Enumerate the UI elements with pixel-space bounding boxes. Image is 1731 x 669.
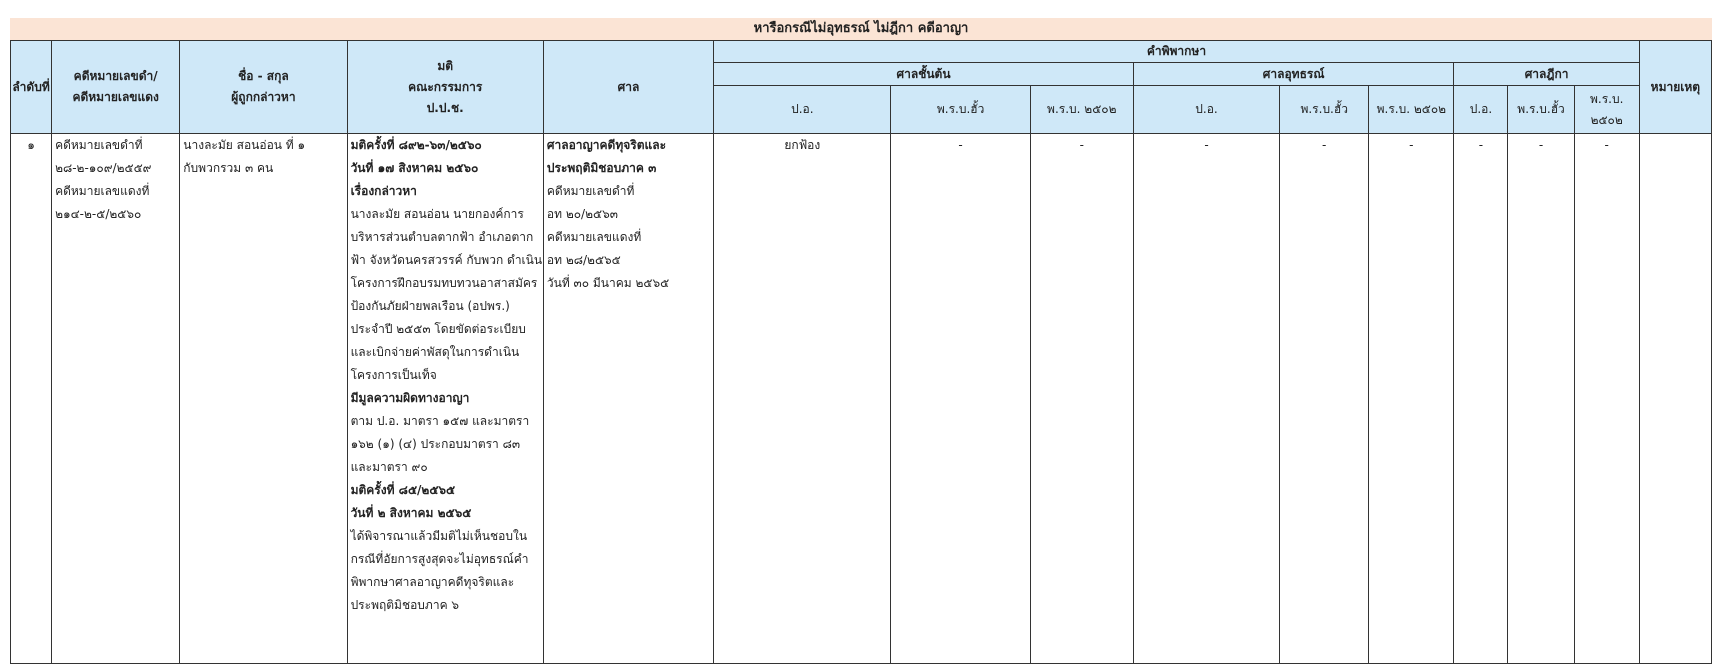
case-table — [10, 40, 1712, 664]
cell-verdict: - — [1508, 134, 1574, 664]
header-col-penal-code: ป.อ. — [714, 86, 891, 134]
cell-verdict: - — [1369, 134, 1454, 664]
cell-verdict: - — [891, 134, 1030, 664]
sheet-title: หารือกรณีไม่อุทธรณ์ ไม่ฎีกา คดีอาญา — [10, 18, 1712, 40]
text-line: วันที่ ๒ สิงหาคม ๒๕๖๕ — [350, 506, 472, 520]
header-col-penal-code: ป.อ. — [1454, 86, 1508, 134]
cell-verdict: - — [1030, 134, 1133, 664]
text-line: โครงการเป็นเท็จ — [350, 368, 437, 382]
cell-verdict: - — [1280, 134, 1369, 664]
header-col-bid-act: พ.ร.บ.ฮั้ว — [891, 86, 1030, 134]
cell-verdict: ยกฟ้อง — [714, 134, 891, 664]
header-col-act-2502: พ.ร.บ. ๒๕๐๒ — [1030, 86, 1133, 134]
header-col-act-2502: พ.ร.บ. ๒๕๐๒ — [1369, 86, 1454, 134]
text-line: อท ๒๐/๒๕๖๓ — [546, 207, 618, 221]
text-line: มติครั้งที่ ๘๕/๒๕๖๕ — [350, 483, 456, 497]
table-row — [11, 134, 1712, 664]
header-case-numbers: คดีหมายเลขดำ/ คดีหมายเลขแดง — [52, 41, 180, 134]
header-order: ลำดับที่ — [11, 41, 52, 134]
text-line: ประพฤติมิชอบภาค ๓ — [546, 161, 657, 175]
text-line: และเบิกจ่ายค่าพัสดุในการดำเนิน — [350, 345, 520, 359]
header-name: ชื่อ - สกุล ผู้ถูกกล่าวหา — [180, 41, 347, 134]
text-line: ศาลอาญาคดีทุจริตและ — [546, 138, 667, 152]
header-judgment: คำพิพากษา — [714, 41, 1640, 63]
header-col-act-2502: พ.ร.บ. ๒๕๐๒ — [1574, 86, 1639, 134]
text-line: พิพากษาศาลอาญาคดีทุจริตและ — [350, 575, 515, 589]
text-line: วันที่ ๑๗ สิงหาคม ๒๕๖๐ — [350, 161, 479, 175]
cell-case-numbers: คดีหมายเลขดำที่ ๒๘-๒-๑๐๙/๒๕๕๙ คดีหมายเลขแดงที่ ๒๑๔-๒-๕/๒๕๖๐ — [52, 134, 180, 664]
header-remark: หมายเหตุ — [1639, 41, 1711, 134]
cell-resolution — [347, 134, 543, 664]
text-line: ป้องกันภัยฝ่ายพลเรือน (อปพร.) — [350, 299, 510, 313]
text-line: นางละมัย สอนอ่อน นายกองค์การ — [350, 207, 524, 221]
text-line: วันที่ ๓๐ มีนาคม ๒๕๖๕ — [546, 276, 670, 290]
text-line: คดีหมายเลขดำที่ — [546, 184, 635, 198]
text-line: มีมูลความผิดทางอาญา — [350, 391, 470, 405]
cell-verdict: - — [1454, 134, 1508, 664]
cell-verdict: - — [1574, 134, 1639, 664]
cell-verdict: - — [1133, 134, 1279, 664]
text-line: คดีหมายเลขแดงที่ — [546, 230, 642, 244]
text-line: ฟ้า จังหวัดนครสวรรค์ กับพวก ดำเนิน — [350, 253, 543, 267]
text-line: มติครั้งที่ ๘๙๒-๖๓/๒๕๖๐ — [350, 138, 482, 152]
header-col-bid-act: พ.ร.บ.ฮั้ว — [1280, 86, 1369, 134]
text-line: กรณีที่อัยการสูงสุดจะไม่อุทธรณ์คำ — [350, 552, 529, 566]
text-line: ได้พิจารณาแล้วมีมติไม่เห็นชอบใน — [350, 529, 528, 543]
cell-order: ๑ — [11, 134, 52, 664]
text-line: ประพฤติมิชอบภาค ๖ — [350, 598, 460, 612]
text-line: ๑๖๒ (๑) (๔) ประกอบมาตรา ๘๓ — [350, 437, 521, 451]
header-col-penal-code: ป.อ. — [1133, 86, 1279, 134]
header-first-instance: ศาลชั้นต้น — [714, 63, 1134, 86]
cell-remark — [1639, 134, 1711, 664]
header-appeal-court: ศาลอุทธรณ์ — [1133, 63, 1454, 86]
cell-court — [543, 134, 713, 664]
header-supreme-court: ศาลฎีกา — [1454, 63, 1639, 86]
text-line: ประจำปี ๒๕๕๓ โดยขัดต่อระเบียบ — [350, 322, 526, 336]
text-line: และมาตรา ๙๐ — [350, 460, 428, 474]
text-line: โครงการฝึกอบรมทบทวนอาสาสมัคร — [350, 276, 538, 290]
text-line: เรื่องกล่าวหา — [350, 184, 417, 198]
header-col-bid-act: พ.ร.บ.ฮั้ว — [1508, 86, 1574, 134]
header-resolution: มติ คณะกรรมการ ป.ป.ช. — [347, 41, 543, 134]
text-line: อท ๒๘/๒๕๖๕ — [546, 253, 621, 267]
cell-name: นางละมัย สอนอ่อน ที่ ๑ กับพวกรวม ๓ คน — [180, 134, 347, 664]
text-line: บริหารส่วนตำบลตากฟ้า อำเภอตาก — [350, 230, 534, 244]
text-line: ตาม ป.อ. มาตรา ๑๕๗ และมาตรา — [350, 414, 530, 428]
header-court: ศาล — [543, 41, 713, 134]
